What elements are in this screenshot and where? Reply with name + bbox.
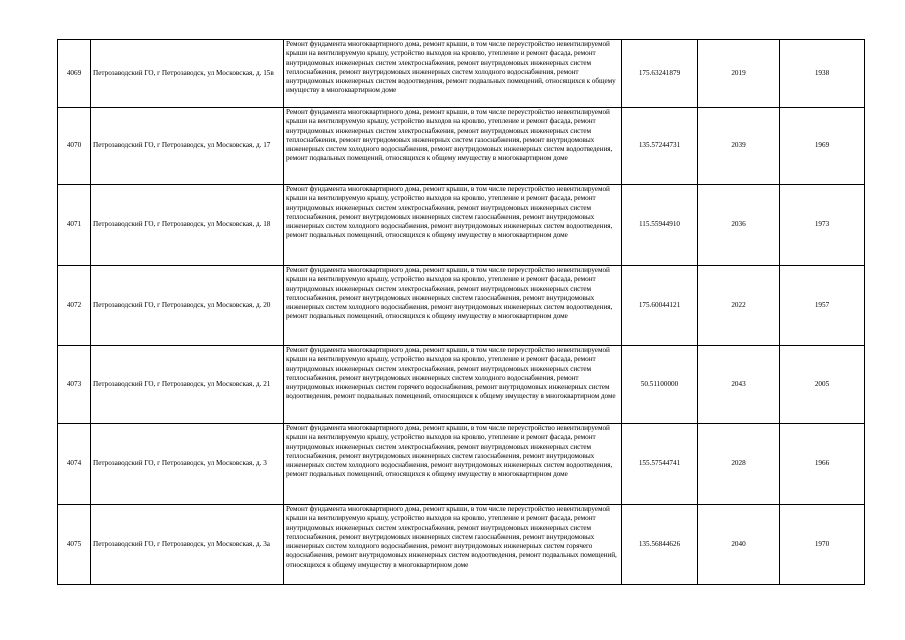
planned-year-cell: 2040 [698, 505, 780, 585]
built-year-cell: 2005 [780, 346, 865, 424]
built-year-cell: 1966 [780, 424, 865, 505]
works-cell: Ремонт фундамента многоквартирного дома, ремонт крыши, в том числе переустройство невентилируемой крыши на вентилируемую крышу, устройство выходов на кровлю, утепление и ремонт фасада, ремонт внутридомовых инженерных систем электроснабжения, ремонт внутридомовых инженерных систем теплоснабжения, ремонт внутридомовых инженерных систем холодного водоснабжения, ремонт внутридомовых инженерных систем водоотведения, ремонт подвальных помещений, относящихся к общему имуществу в многоквартирном доме [284, 40, 622, 108]
row-number: 4075 [58, 505, 91, 585]
built-year-cell: 1970 [780, 505, 865, 585]
value-cell: 135.56844626 [622, 505, 698, 585]
row-number: 4073 [58, 346, 91, 424]
table-row [58, 108, 865, 185]
planned-year-cell: 2039 [698, 108, 780, 185]
works-cell: Ремонт фундамента многоквартирного дома, ремонт крыши, в том числе переустройство невентилируемой крыши на вентилируемую крышу, устройство выходов на кровлю, утепление и ремонт фасада, ремонт внутридомовых инженерных систем электроснабжения, ремонт внутридомовых инженерных систем теплоснабжения, ремонт внутридомовых инженерных систем газоснабжения, ремонт внутридомовых инженерных систем холодного водоснабжения, ремонт внутридомовых инженерных систем водоотведения, ремонт подвальных помещений, относящихся к общему имуществу в многоквартирном доме [284, 185, 622, 266]
address-cell: Петрозаводский ГО, г Петрозаводск, ул Московская, д. 20 [91, 266, 284, 346]
planned-year-cell: 2022 [698, 266, 780, 346]
table-row [58, 505, 865, 585]
planned-year-cell: 2028 [698, 424, 780, 505]
address-cell: Петрозаводский ГО, г Петрозаводск, ул Московская, д. 3 [91, 424, 284, 505]
value-cell: 175.60044121 [622, 266, 698, 346]
value-cell: 50.51100000 [622, 346, 698, 424]
value-cell: 175.63241879 [622, 40, 698, 108]
planned-year-cell: 2019 [698, 40, 780, 108]
address-cell: Петрозаводский ГО, г Петрозаводск, ул Московская, д. 17 [91, 108, 284, 185]
address-cell: Петрозаводский ГО, г Петрозаводск, ул Московская, д. 3а [91, 505, 284, 585]
works-cell: Ремонт фундамента многоквартирного дома, ремонт крыши, в том числе переустройство невентилируемой крыши на вентилируемую крышу, устройство выходов на кровлю, утепление и ремонт фасада, ремонт внутридомовых инженерных систем электроснабжения, ремонт внутридомовых инженерных систем теплоснабжения, ремонт внутридомовых инженерных систем холодного водоснабжения, ремонт внутридомовых инженерных систем горячего водоснабжения, ремонт внутридомовых инженерных систем водоотведения, ремонт подвальных помещений, относящихся к общему имуществу в многоквартирном доме [284, 346, 622, 424]
built-year-cell: 1969 [780, 108, 865, 185]
planned-year-cell: 2036 [698, 185, 780, 266]
row-number: 4070 [58, 108, 91, 185]
value-cell: 115.55944910 [622, 185, 698, 266]
table-row [58, 346, 865, 424]
works-cell: Ремонт фундамента многоквартирного дома, ремонт крыши, в том числе переустройство невентилируемой крыши на вентилируемую крышу, устройство выходов на кровлю, утепление и ремонт фасада, ремонт внутридомовых инженерных систем электроснабжения, ремонт внутридомовых инженерных систем теплоснабжения, ремонт внутридомовых инженерных систем газоснабжения, ремонт внутридомовых инженерных систем холодного водоснабжения, ремонт внутридомовых инженерных систем водоотведения, ремонт подвальных помещений, относящихся к общему имуществу в многоквартирном доме [284, 266, 622, 346]
table-row [58, 185, 865, 266]
address-cell: Петрозаводский ГО, г Петрозаводск, ул Московская, д. 21 [91, 346, 284, 424]
row-number: 4071 [58, 185, 91, 266]
works-cell: Ремонт фундамента многоквартирного дома, ремонт крыши, в том числе переустройство невентилируемой крыши на вентилируемую крышу, устройство выходов на кровлю, утепление и ремонт фасада, ремонт внутридомовых инженерных систем электроснабжения, ремонт внутридомовых инженерных систем теплоснабжения, ремонт внутридомовых инженерных систем газоснабжения, ремонт внутридомовых инженерных систем холодного водоснабжения, ремонт внутридомовых инженерных систем горячего водоснабжения, ремонт внутридомовых инженерных систем водоотведения, ремонт подвальных помещений, относящихся к общему имуществу в многоквартирном доме [284, 505, 622, 585]
built-year-cell: 1957 [780, 266, 865, 346]
built-year-cell: 1973 [780, 185, 865, 266]
row-number: 4072 [58, 266, 91, 346]
address-cell: Петрозаводский ГО, г Петрозаводск, ул Московская, д. 18 [91, 185, 284, 266]
row-number: 4074 [58, 424, 91, 505]
value-cell: 155.57544741 [622, 424, 698, 505]
row-number: 4069 [58, 40, 91, 108]
table-row [58, 266, 865, 346]
capital-repair-table [57, 39, 865, 585]
value-cell: 135.57244731 [622, 108, 698, 185]
table-row [58, 40, 865, 108]
built-year-cell: 1938 [780, 40, 865, 108]
address-cell: Петрозаводский ГО, г Петрозаводск, ул Московская, д. 15в [91, 40, 284, 108]
table-row [58, 424, 865, 505]
works-cell: Ремонт фундамента многоквартирного дома, ремонт крыши, в том числе переустройство невентилируемой крыши на вентилируемую крышу, устройство выходов на кровлю, утепление и ремонт фасада, ремонт внутридомовых инженерных систем электроснабжения, ремонт внутридомовых инженерных систем теплоснабжения, ремонт внутридомовых инженерных систем газоснабжения, ремонт внутридомовых инженерных систем холодного водоснабжения, ремонт внутридомовых инженерных систем водоотведения, ремонт подвальных помещений, относящихся к общему имуществу в многоквартирном доме [284, 108, 622, 185]
planned-year-cell: 2043 [698, 346, 780, 424]
works-cell: Ремонт фундамента многоквартирного дома, ремонт крыши, в том числе переустройство невентилируемой крыши на вентилируемую крышу, устройство выходов на кровлю, утепление и ремонт фасада, ремонт внутридомовых инженерных систем электроснабжения, ремонт внутридомовых инженерных систем теплоснабжения, ремонт внутридомовых инженерных систем газоснабжения, ремонт внутридомовых инженерных систем холодного водоснабжения, ремонт внутридомовых инженерных систем водоотведения, ремонт подвальных помещений, относящихся к общему имуществу в многоквартирном доме [284, 424, 622, 505]
